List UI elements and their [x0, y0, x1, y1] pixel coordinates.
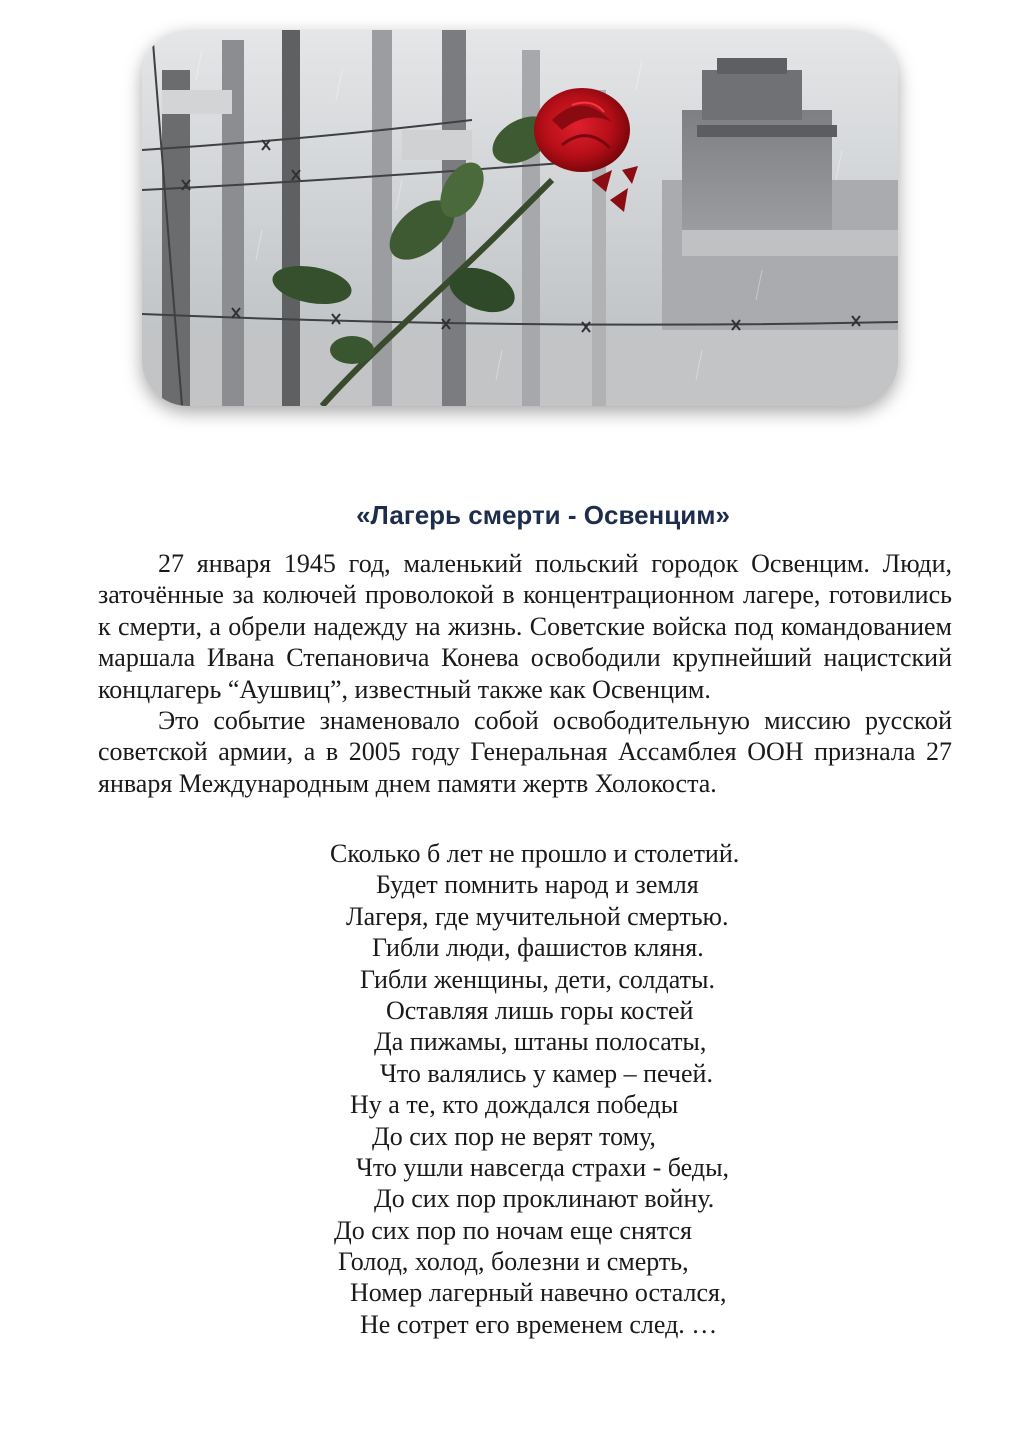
poem-line: Оставляя лишь горы костей — [386, 995, 694, 1025]
poem-line: Что валялись у камер – печей. — [380, 1058, 713, 1088]
poem-line: Гибли женщины, дети, солдаты. — [360, 964, 715, 994]
paragraph: 27 января 1945 год, маленький польский городок Освенцим. Люди, заточённые за колючей проволокой в концентрационном лагере, готовились к смерти, а обрели надежду на жизнь. Советские войска под командованием маршала Ивана Степановича Конева освободили крупнейший нацистский концлагерь “Аушвиц”, известный также как Освенцим. — [98, 549, 952, 704]
poem-line: Будет помнить народ и земля — [376, 870, 699, 900]
poem-line: Гибли люди, фашистов кляня. — [372, 933, 704, 963]
poem-line: До сих пор проклинают войну. — [374, 1184, 715, 1214]
poem-line: До сих пор по ночам еще снятся — [334, 1215, 693, 1245]
article-body — [98, 548, 952, 799]
poem-line: До сих пор не верят тому, — [372, 1121, 656, 1151]
poem — [0, 838, 1024, 1340]
page-title: «Лагерь смерти - Освенцим» — [356, 500, 730, 530]
poem-line: Не сотрет его временем след. … — [360, 1309, 718, 1339]
poem-line: Ну а те, кто дождался победы — [350, 1090, 679, 1120]
poem-line: Номер лагерный навечно остался, — [350, 1278, 727, 1308]
paragraph: Это событие знаменовало собой освободительную миссию русской советской армии, а в 2005 году Генеральная Ассамблея ООН признала 27 января Международным днем памяти жертв Холокоста. — [98, 706, 952, 798]
rose-barbed-wire-image — [142, 30, 898, 406]
poem-line: Лагеря, где мучительной смертью. — [346, 901, 729, 931]
header-photo — [142, 30, 898, 406]
poem-line: Голод, холод, болезни и смерть, — [338, 1247, 689, 1277]
poem-line: Да пижамы, штаны полосаты, — [374, 1027, 707, 1057]
poem-line: Сколько б лет не прошло и столетий. — [330, 839, 740, 868]
poem-line: Что ушли навсегда страхи - беды, — [356, 1152, 730, 1182]
